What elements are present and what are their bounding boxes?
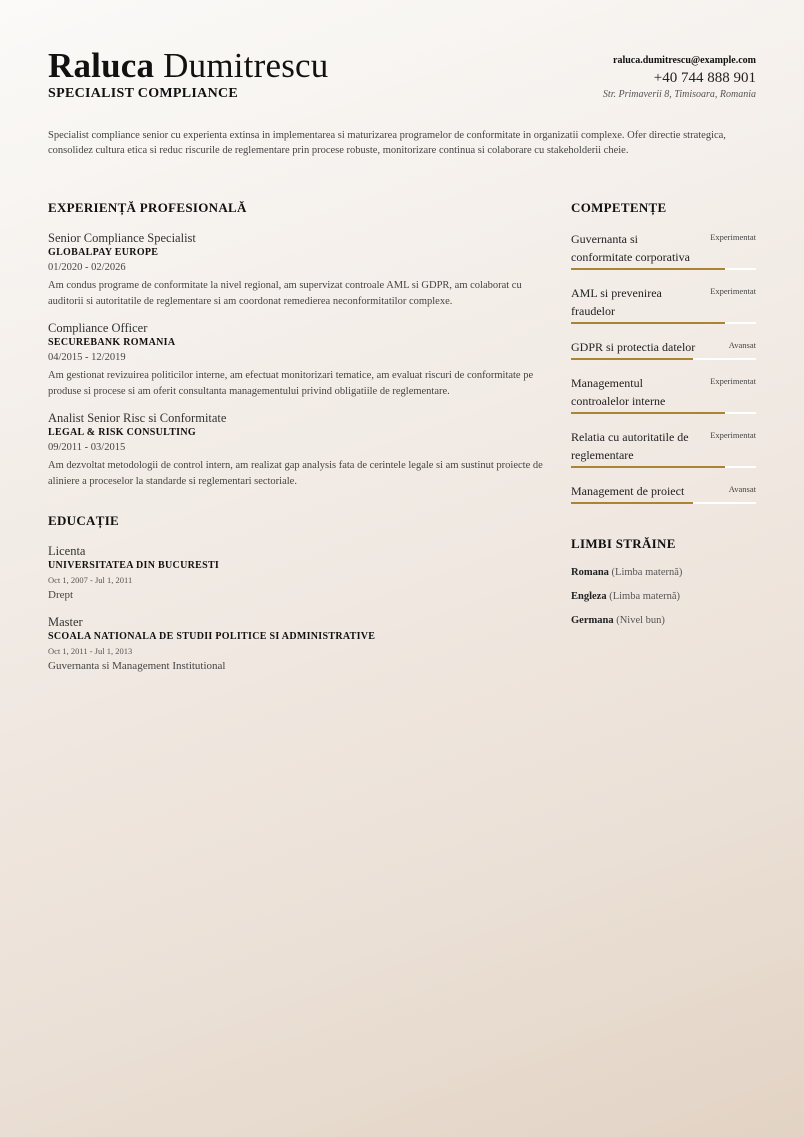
skill-name: Guvernanta si conformitate corporativa (571, 232, 690, 264)
language-level: (Nivel bun) (616, 615, 665, 626)
skill-name: AML si prevenirea fraudelor (571, 286, 662, 318)
education-item (48, 614, 543, 673)
skill-bar-fill (571, 358, 693, 360)
skill-bar (571, 502, 756, 504)
left-column (48, 200, 543, 685)
skill-bar (571, 268, 756, 270)
language-name: Engleza (571, 591, 607, 602)
address: Str. Primaverii 8, Timisoara, Romania (602, 89, 756, 100)
job-role: Analist Senior Risc si Conformitate (48, 411, 227, 425)
skill-bar-fill (571, 412, 725, 414)
skill-name: Management de proiect (571, 484, 685, 498)
skill-bar (571, 466, 756, 468)
skill-level: Avansat (728, 340, 756, 350)
skill-item (571, 338, 756, 360)
job-description: Am gestionat revizuirea politicilor interne, am efectuat monitorizari tematice, am evaluat riscuri de conformitate pe produse si procese si am oferit consultanta managementului privind obligatiile de reglementare. (48, 370, 534, 397)
edu-field: Guvernanta si Management Institutional (48, 660, 226, 672)
job-dates: 09/2011 - 03/2015 (48, 442, 126, 453)
skill-item (571, 374, 756, 414)
skill-bar (571, 358, 756, 360)
skill-item (571, 284, 756, 324)
resume-header (48, 0, 756, 120)
job-dates: 01/2020 - 02/2026 (48, 262, 126, 273)
right-column (571, 200, 756, 638)
email-link[interactable]: raluca.dumitrescu@example.com (613, 55, 756, 66)
language-name: Romana (571, 567, 609, 578)
education-section (48, 513, 543, 673)
education-heading: EDUCAȚIE (48, 513, 120, 528)
job-title: SPECIALIST COMPLIANCE (48, 86, 239, 101)
language-item (571, 614, 756, 628)
experience-item (48, 320, 543, 399)
job-description: Am dezvoltat metodologii de control intern, am realizat gap analysis fata de cerintele legale si am sustinut proiecte de aliniere a proceselor la standarde si reglementari sectoriale. (48, 460, 543, 487)
skill-name: Managementul controalelor interne (571, 376, 666, 408)
experience-heading: EXPERIENȚĂ PROFESIONALĂ (48, 200, 247, 215)
skill-bar (571, 412, 756, 414)
skill-name: GDPR si protectia datelor (571, 340, 696, 354)
skill-level: Experimentat (710, 286, 756, 296)
job-role: Compliance Officer (48, 321, 148, 335)
job-company: SECUREBANK ROMANIA (48, 337, 176, 348)
resume-page (48, 0, 756, 672)
experience-item (48, 410, 543, 489)
edu-degree: Master (48, 615, 83, 629)
edu-dates: Oct 1, 2011 - Jul 1, 2013 (48, 646, 133, 656)
edu-school: SCOALA NATIONALA DE STUDII POLITICE SI ADMINISTRATIVE (48, 631, 376, 642)
language-level: (Limba maternă) (609, 591, 681, 602)
language-item (571, 566, 756, 580)
language-level: (Limba maternă) (611, 567, 683, 578)
skill-bar-fill (571, 502, 693, 504)
skill-level: Experimentat (710, 376, 756, 386)
job-company: GLOBALPAY EUROPE (48, 247, 159, 258)
skill-bar-fill (571, 322, 725, 324)
experience-item (48, 230, 543, 309)
job-dates: 04/2015 - 12/2019 (48, 352, 126, 363)
last-name: Dumitrescu (163, 46, 329, 85)
edu-school: UNIVERSITATEA DIN BUCURESTI (48, 560, 220, 571)
skill-bar-fill (571, 268, 725, 270)
candidate-name (48, 46, 328, 86)
languages-section (571, 536, 756, 628)
job-role: Senior Compliance Specialist (48, 231, 196, 245)
skill-bar (571, 322, 756, 324)
job-company: LEGAL & RISK CONSULTING (48, 427, 196, 438)
skill-item (571, 482, 756, 504)
skills-heading: COMPETENȚE (571, 200, 667, 215)
skill-level: Avansat (728, 484, 756, 494)
job-description: Am condus programe de conformitate la nivel regional, am supervizat controale AML si GDPR, am colaborat cu auditorii si autoritatile de reglementare si am coordonat remedierea neconformitatilor complexe. (48, 280, 522, 307)
skill-name: Relatia cu autoritatile de reglementare (571, 430, 689, 462)
edu-dates: Oct 1, 2007 - Jul 1, 2011 (48, 575, 133, 585)
phone-number: +40 744 888 901 (653, 70, 756, 86)
languages-heading: LIMBI STRĂINE (571, 536, 676, 551)
contact-block (603, 54, 756, 102)
skill-bar-fill (571, 466, 725, 468)
edu-field: Drept (48, 589, 74, 601)
edu-degree: Licenta (48, 544, 86, 558)
skill-level: Experimentat (710, 232, 756, 242)
first-name: Raluca (48, 46, 155, 85)
language-name: Germana (571, 615, 614, 626)
language-item (571, 590, 756, 604)
skill-item (571, 230, 756, 270)
skill-level: Experimentat (710, 430, 756, 440)
education-item (48, 543, 543, 602)
profile-summary: Specialist compliance senior cu experienta extinsa in implementarea si maturizarea programelor de conformitate in organizatii complexe. Ofer directie strategica, consolidez cultura etica si reduc riscurile de reglementare prin procese robuste, monitorizare continua si colaborare cu stakeholderii cheie. (48, 130, 726, 156)
skill-item (571, 428, 756, 468)
